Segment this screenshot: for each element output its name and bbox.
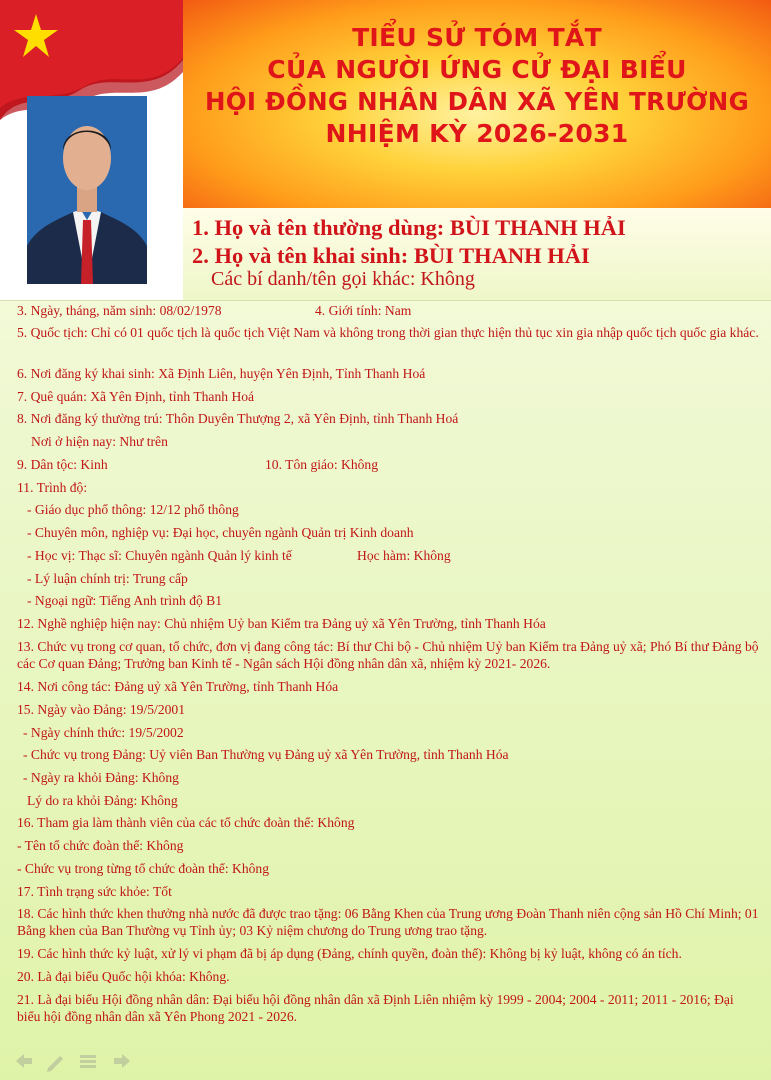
hometown: 7. Quê quán: Xã Yên Định, tỉnh Thanh Hoá [17,389,255,404]
divider [0,300,771,301]
back-arrow-icon[interactable] [16,1054,32,1068]
national-assembly: 20. Là đại biểu Quốc hội khóa: Không. [17,969,230,984]
pen-icon[interactable] [47,1056,63,1072]
flag-photo-panel [0,0,183,300]
workplace: 14. Nơi công tác: Đảng uỷ xã Yên Trường, tỉnh Thanh Hóa [17,679,339,694]
banner-title-line3: HỘI ĐỒNG NHÂN DÂN XÃ YÊN TRƯỜNG [204,87,750,116]
banner-title-line2: CỦA NGƯỜI ỨNG CỬ ĐẠI BIỂU [267,55,687,84]
union-position: - Chức vụ trong từng tổ chức đoàn thể: Không [17,861,270,876]
candidate-portrait-photo [27,96,147,284]
edu-specialty: - Chuyên môn, nghiệp vụ: Đại học, chuyên ngành Quản trị Kinh doanh [27,525,414,540]
religion: 10. Tôn giáo: Không [265,457,379,472]
party-leave: - Ngày ra khỏi Đảng: Không [23,770,179,785]
dob: 3. Ngày, tháng, năm sinh: 08/02/1978 [17,303,222,318]
ethnicity: 9. Dân tộc: Kinh [17,457,108,472]
banner-title [183,22,771,150]
party-join: 15. Ngày vào Đảng: 19/5/2001 [17,702,186,717]
gender: 4. Giới tính: Nam [315,303,412,318]
forward-arrow-icon[interactable] [114,1054,130,1068]
birth-registration: 6. Nơi đăng ký khai sinh: Xã Định Liên, huyện Yên Định, Tỉnh Thanh Hoá [17,366,426,381]
position: 13. Chức vụ trong cơ quan, tổ chức, đơn vị đang công tác: Bí thư Chi bộ - Chủ nhiệm Uỷ ban Kiểm tra Đảng uỷ xã; Phó Bí thư Đảng bộ các Cơ quan Đảng; Trưởng ban Kinh tế - Ngân sách Hội đồng nhân dân xã, nhiệm kỳ 2021- 2026. [17,639,759,671]
party-position: - Chức vụ trong Đảng: Uỷ viên Ban Thường vụ Đảng uỷ xã Yên Trường, tỉnh Thanh Hóa [23,747,509,762]
occupation: 12. Nghề nghiệp hiện nay: Chủ nhiệm Uỷ ban Kiểm tra Đảng uỷ xã Yên Trường, tỉnh Thanh Hóa [17,616,546,631]
edu-title: Học hàm: Không [357,548,451,563]
discipline: 19. Các hình thức kỷ luật, xử lý vi phạm đã bị áp dụng (Đảng, chính quyền, đoàn thể): Không bị kỷ luật, không có án tích. [17,946,682,961]
party-official: - Ngày chính thức: 19/5/2002 [23,725,184,740]
aliases: Các bí danh/tên gọi khác: Không [211,268,475,290]
current-residence: Nơi ở hiện nay: Như trên [31,434,168,449]
health: 17. Tình trạng sức khỏe: Tốt [17,884,172,899]
education: 11. Trình độ: [17,480,88,495]
banner-title-line1: TIỂU SỬ TÓM TẮT [352,23,602,52]
residence: 8. Nơi đăng ký thường trú: Thôn Duyên Thượng 2, xã Yên Định, tỉnh Thanh Hoá [17,411,459,426]
union-name: - Tên tổ chức đoàn thể: Không [17,838,184,853]
nationality: 5. Quốc tịch: Chỉ có 01 quốc tịch là quốc tịch Việt Nam và không trong thời gian thực hiện thủ tục xin gia nhập quốc tịch quốc gia khác. [17,325,759,340]
birth-name: 2. Họ và tên khai sinh: BÙI THANH HẢI [192,243,590,268]
edu-degree: - Học vị: Thạc sĩ: Chuyên ngành Quản lý kinh tế [27,548,292,563]
edu-language: - Ngoại ngữ: Tiếng Anh trình độ B1 [27,593,223,608]
common-name: 1. Họ và tên thường dùng: BÙI THANH HẢI [192,215,626,240]
edu-general: - Giáo dục phổ thông: 12/12 phổ thông [27,502,239,517]
edu-politics: - Lý luận chính trị: Trung cấp [27,571,188,586]
awards: 18. Các hình thức khen thưởng nhà nước đã được trao tặng: 06 Bằng Khen của Trung ương Đoàn Thanh niên cộng sản Hồ Chí Minh; 01 Bằng khen của Ban Thường vụ Tỉnh ủy; 03 Kỷ niệm chương do Trung ương trao tặng. [17,906,759,938]
peoples-council: 21. Là đại biểu Hội đồng nhân dân: Đại biểu hội đồng nhân dân xã Định Liên nhiệm kỳ 1999 - 2004; 2004 - 2011; 2011 - 2016; Đại biểu hội đồng nhân dân xã Yên Phong 2021 - 2026. [17,992,734,1024]
menu-icon[interactable] [80,1055,96,1068]
slide-navigation [14,1050,134,1072]
banner-title-line4: NHIỆM KỲ 2026-2031 [325,119,629,148]
party-leave-reason: Lý do ra khỏi Đảng: Không [27,793,178,808]
unions: 16. Tham gia làm thành viên của các tổ chức đoàn thể: Không [17,815,355,830]
title-banner [183,0,771,208]
